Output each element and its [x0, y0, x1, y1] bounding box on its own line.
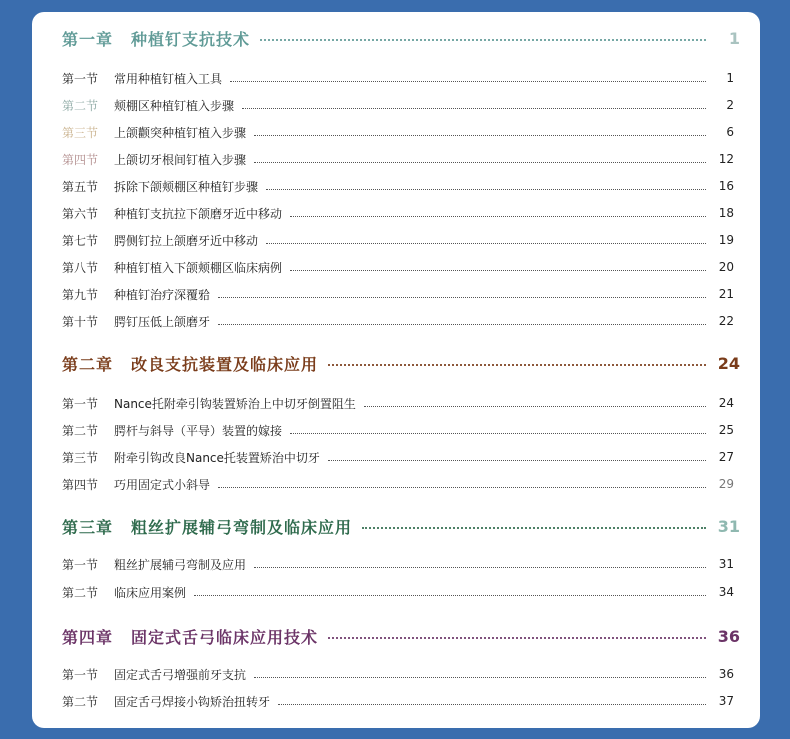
dot-leader — [290, 216, 706, 217]
toc-entry[interactable] — [62, 393, 734, 413]
dot-leader — [242, 108, 706, 109]
section-title: 种植钉支抗拉下颌磨牙近中移动 — [114, 206, 283, 221]
section-page: 18 — [718, 206, 734, 220]
section-title: 粗丝扩展辅弓弯制及应用 — [114, 557, 247, 572]
section-page: 29 — [718, 477, 734, 491]
section-number: 第一节 — [62, 71, 99, 86]
toc-entry[interactable] — [62, 95, 734, 115]
dot-leader — [266, 243, 706, 244]
toc-entry[interactable] — [62, 691, 734, 711]
toc-entry[interactable] — [62, 203, 734, 223]
dot-leader — [328, 637, 706, 639]
section-page: 19 — [718, 233, 734, 247]
dot-leader — [260, 39, 706, 41]
chapter-title: 种植钉支抗技术 — [131, 29, 251, 49]
chapter-number: 第二章 — [62, 354, 114, 374]
dot-leader — [230, 81, 706, 82]
chapter-heading[interactable] — [62, 624, 740, 648]
section-number: 第二节 — [62, 423, 99, 438]
toc-page — [32, 12, 760, 728]
chapter-heading[interactable] — [62, 514, 740, 538]
dot-leader — [290, 270, 706, 271]
toc-entry[interactable] — [62, 68, 734, 88]
section-title: 腭杆与斜导（平导）装置的嫁接 — [114, 423, 283, 438]
toc-entry[interactable] — [62, 474, 734, 494]
section-title: 巧用固定式小斜导 — [114, 477, 211, 492]
section-number: 第七节 — [62, 233, 99, 248]
toc-entry[interactable] — [62, 311, 734, 331]
section-title: 上颌切牙根间钉植入步骤 — [114, 152, 247, 167]
section-number: 第二节 — [62, 98, 99, 113]
chapter-page: 36 — [717, 626, 740, 646]
dot-leader — [218, 324, 706, 325]
toc-entry[interactable] — [62, 257, 734, 277]
section-page: 1 — [726, 71, 734, 85]
toc-entry[interactable] — [62, 447, 734, 467]
section-title: 附牵引钩改良Nance托装置矫治中切牙 — [114, 450, 320, 465]
section-page: 24 — [718, 396, 734, 410]
dot-leader — [218, 487, 706, 488]
section-number: 第六节 — [62, 206, 99, 221]
toc-entry[interactable] — [62, 582, 734, 602]
section-title: 种植钉治疗深覆𬌗 — [114, 287, 211, 302]
toc-entry[interactable] — [62, 149, 734, 169]
toc-entry[interactable] — [62, 420, 734, 440]
section-number: 第三节 — [62, 125, 99, 140]
section-page: 25 — [718, 423, 734, 437]
section-title: 拆除下颌颊棚区种植钉步骤 — [114, 179, 259, 194]
chapter-heading[interactable] — [62, 26, 740, 50]
toc-entry[interactable] — [62, 664, 734, 684]
section-number: 第四节 — [62, 477, 99, 492]
section-page: 34 — [718, 585, 734, 599]
chapter-number: 第四章 — [62, 627, 114, 647]
section-number: 第五节 — [62, 179, 99, 194]
section-page: 20 — [718, 260, 734, 274]
section-page: 16 — [718, 179, 734, 193]
section-title: 颊棚区种植钉植入步骤 — [114, 98, 235, 113]
toc-entry[interactable] — [62, 554, 734, 574]
chapter-heading[interactable] — [62, 351, 740, 375]
dot-leader — [278, 704, 706, 705]
dot-leader — [254, 567, 706, 568]
dot-leader — [266, 189, 706, 190]
section-title: 上颌颧突种植钉植入步骤 — [114, 125, 247, 140]
dot-leader — [364, 406, 706, 407]
section-number: 第一节 — [62, 557, 99, 572]
chapter-title: 粗丝扩展辅弓弯制及临床应用 — [131, 517, 353, 537]
section-number: 第九节 — [62, 287, 99, 302]
toc-entry[interactable] — [62, 230, 734, 250]
chapter-title: 改良支抗装置及临床应用 — [131, 354, 319, 374]
chapter-page: 31 — [717, 516, 740, 536]
dot-leader — [362, 527, 706, 529]
section-number: 第二节 — [62, 694, 99, 709]
chapter-title: 固定式舌弓临床应用技术 — [131, 627, 319, 647]
toc-entry[interactable] — [62, 176, 734, 196]
section-page: 27 — [718, 450, 734, 464]
section-page: 36 — [718, 667, 734, 681]
chapter-number: 第三章 — [62, 517, 114, 537]
dot-leader — [218, 297, 706, 298]
toc-entry[interactable] — [62, 284, 734, 304]
dot-leader — [254, 162, 706, 163]
section-page: 22 — [718, 314, 734, 328]
dot-leader — [328, 460, 706, 461]
chapter-page: 24 — [717, 353, 740, 373]
section-title: 临床应用案例 — [114, 585, 187, 600]
dot-leader — [254, 677, 706, 678]
chapter-number: 第一章 — [62, 29, 114, 49]
section-title: 固定舌弓焊接小钩矫治扭转牙 — [114, 694, 271, 709]
section-title: 腭钉压低上颌磨牙 — [114, 314, 211, 329]
dot-leader — [290, 433, 706, 434]
dot-leader — [328, 364, 706, 366]
toc-entry[interactable] — [62, 122, 734, 142]
section-title: 固定式舌弓增强前牙支抗 — [114, 667, 247, 682]
section-number: 第一节 — [62, 396, 99, 411]
section-page: 12 — [718, 152, 734, 166]
section-page: 31 — [718, 557, 734, 571]
section-page: 6 — [726, 125, 734, 139]
section-number: 第四节 — [62, 152, 99, 167]
section-number: 第三节 — [62, 450, 99, 465]
section-number: 第八节 — [62, 260, 99, 275]
section-page: 2 — [726, 98, 734, 112]
section-number: 第二节 — [62, 585, 99, 600]
section-title: Nance托附牵引钩装置矫治上中切牙倒置阻生 — [114, 396, 356, 411]
section-title: 种植钉植入下颌颊棚区临床病例 — [114, 260, 283, 275]
section-title: 腭侧钉拉上颌磨牙近中移动 — [114, 233, 259, 248]
section-title: 常用种植钉植入工具 — [114, 71, 223, 86]
dot-leader — [254, 135, 706, 136]
section-number: 第十节 — [62, 314, 99, 329]
section-page: 21 — [718, 287, 734, 301]
chapter-page: 1 — [728, 28, 740, 48]
dot-leader — [194, 595, 706, 596]
section-page: 37 — [718, 694, 734, 708]
section-number: 第一节 — [62, 667, 99, 682]
